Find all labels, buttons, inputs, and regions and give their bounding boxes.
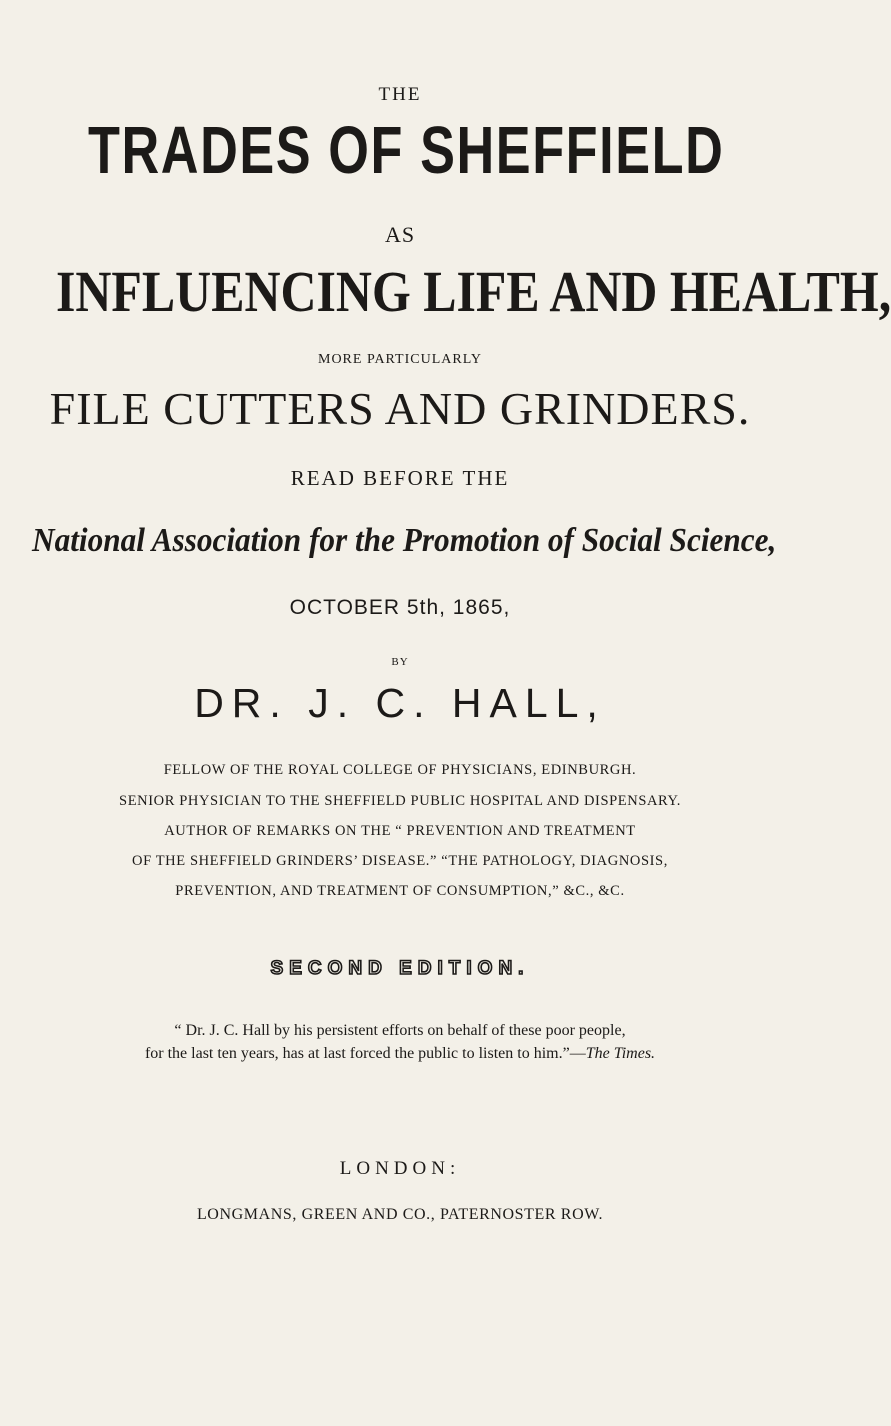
quote-line: “ Dr. J. C. Hall by his persistent efforts on behalf of these poor people, bbox=[174, 1022, 626, 1039]
main-title: TRADES OF SHEFFIELD bbox=[88, 113, 725, 188]
association-name: National Association for the Promotion of Social Science, bbox=[32, 522, 777, 559]
subtitle: INFLUENCING LIFE AND HEALTH, bbox=[56, 259, 891, 324]
credential-line: FELLOW OF THE ROYAL COLLEGE OF PHYSICIANS, EDINBURGH. bbox=[163, 762, 637, 778]
quote-line bbox=[0, 1045, 800, 1063]
author-name: DR. J. C. HALL, bbox=[194, 680, 606, 726]
file-cutters-title: FILE CUTTERS AND GRINDERS. bbox=[49, 383, 751, 434]
credential-line: OF THE SHEFFIELD GRINDERS’ DISEASE.” “THE PATHOLOGY, DIAGNOSIS, bbox=[132, 853, 668, 869]
edition-label: SECOND EDITION. bbox=[270, 958, 530, 979]
credential-line: SENIOR PHYSICIAN TO THE SHEFFIELD PUBLIC HOSPITAL AND DISPENSARY. bbox=[119, 793, 681, 809]
date-line: OCTOBER 5th, 1865, bbox=[289, 596, 511, 619]
imprint-publisher: LONGMANS, GREEN AND CO., PATERNOSTER ROW. bbox=[196, 1206, 604, 1223]
more-particularly-label: MORE PARTICULARLY bbox=[318, 352, 482, 367]
as-label: AS bbox=[384, 222, 416, 247]
the-label: THE bbox=[378, 84, 422, 105]
credential-line: PREVENTION, AND TREATMENT OF CONSUMPTION,” &C., &C. bbox=[175, 883, 625, 899]
read-before-label: READ BEFORE THE bbox=[290, 466, 510, 490]
quote-source: The Times. bbox=[585, 1045, 656, 1062]
quote-text: for the last ten years, has at last forced the public to listen to him.”— bbox=[144, 1045, 586, 1062]
imprint-city: LONDON: bbox=[339, 1158, 461, 1179]
by-label: BY bbox=[391, 656, 409, 668]
credential-line: AUTHOR OF REMARKS ON THE “ PREVENTION AND TREATMENT bbox=[164, 823, 636, 839]
